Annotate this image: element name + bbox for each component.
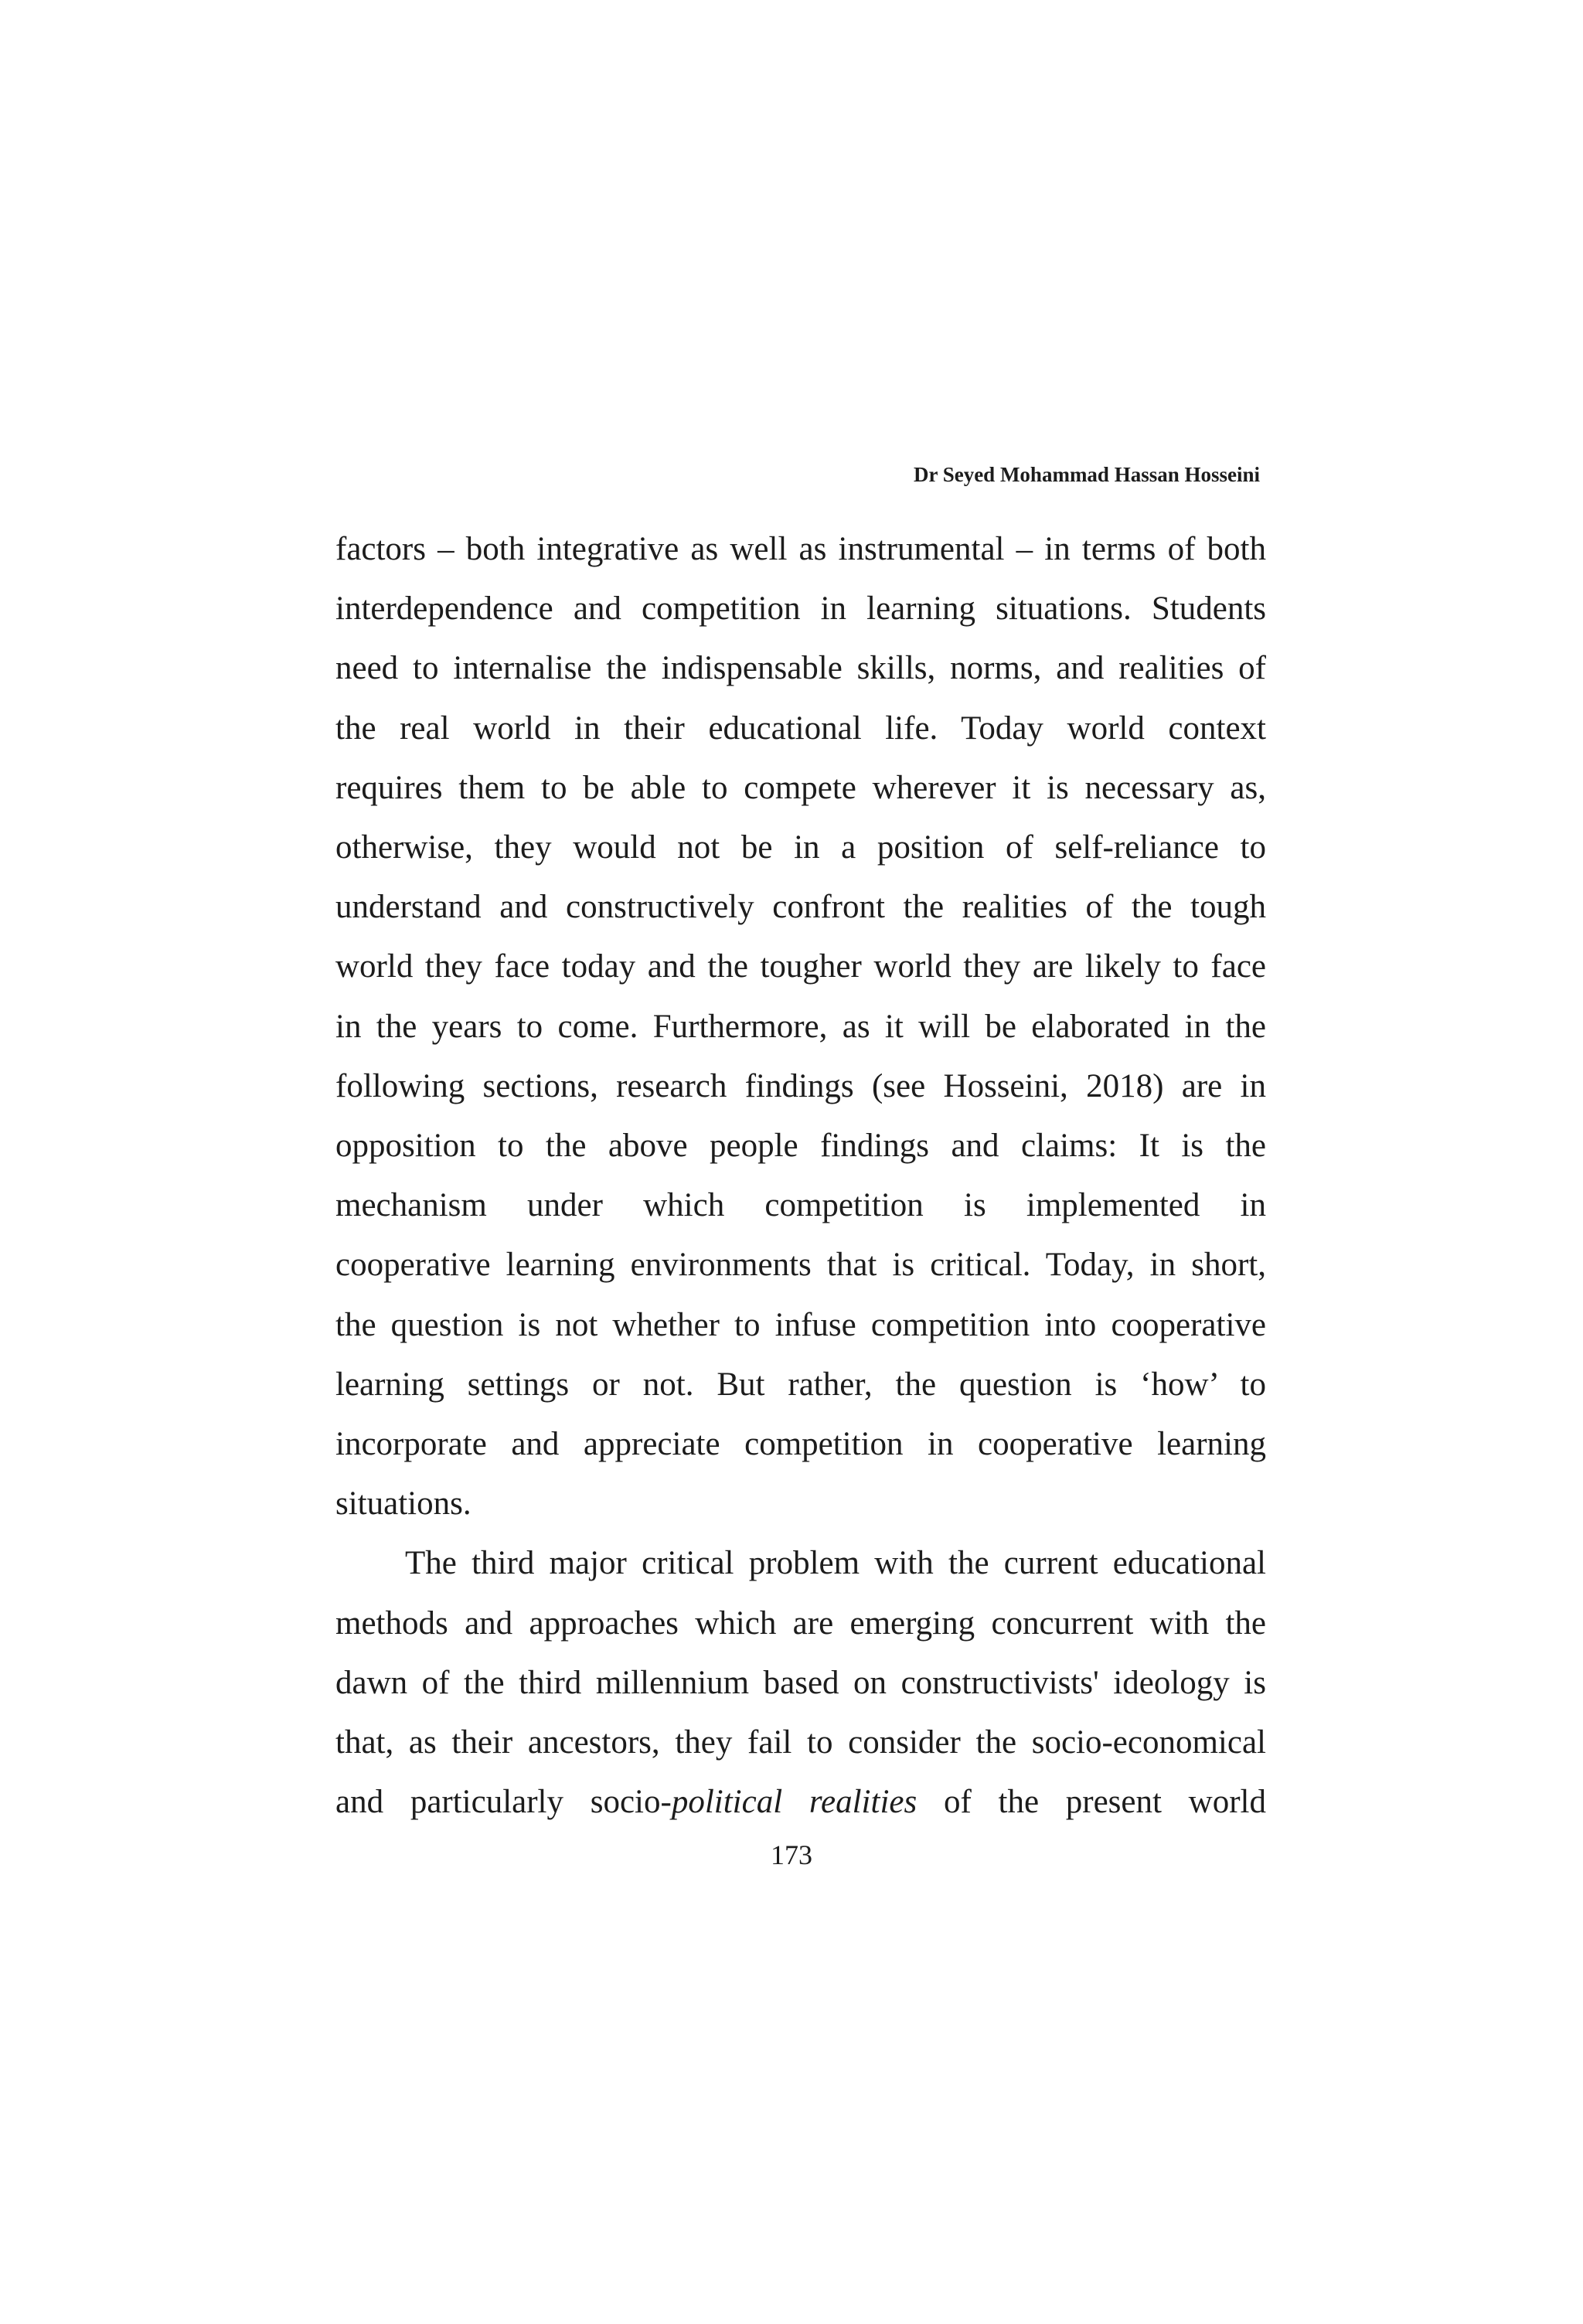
text-line: incorporate and appreciate competition in cooperative learning — [335, 1426, 1266, 1463]
text-line: world they face today and the tougher world they are likely to face — [335, 948, 1266, 985]
text-line: understand and constructively confront the realities of the tough — [335, 889, 1266, 926]
text-line: the question is not whether to infuse competition into cooperative — [335, 1306, 1266, 1343]
page-number: 173 — [771, 1839, 812, 1870]
body-text — [335, 519, 1266, 1832]
text-line: methods and approaches which are emerging concurrent with the — [335, 1604, 1266, 1642]
text-line: that, as their ancestors, they fail to consider the socio-economical — [335, 1724, 1266, 1761]
text-run: and particularly socio- — [335, 1784, 672, 1821]
text-line: opposition to the above people findings and claims: It is the — [335, 1128, 1266, 1165]
text-line: learning settings or not. But rather, the question is ‘how’ to — [335, 1366, 1266, 1403]
paragraph-2 — [335, 1533, 1266, 1832]
text-line: in the years to come. Furthermore, as it will be elaborated in the — [335, 1008, 1266, 1045]
text-line: following sections, research findings (see Hosseini, 2018) are in — [335, 1067, 1266, 1104]
text-line: mechanism under which competition is implemented in — [335, 1187, 1266, 1224]
text-line: The third major critical problem with the current educational — [405, 1545, 1266, 1582]
text-line: otherwise, they would not be in a position of self-reliance to — [335, 829, 1266, 866]
text-line: requires them to be able to compete wherever it is necessary as, — [335, 769, 1266, 806]
running-head-author: Dr Seyed Mohammad Hassan Hosseini — [913, 463, 1260, 486]
text-line: interdependence and competition in learning situations. Students — [335, 590, 1266, 628]
italic-emphasis: political realities — [671, 1784, 917, 1821]
text-line: need to internalise the indispensable skills, norms, and realities of — [335, 650, 1266, 687]
text-line: cooperative learning environments that is critical. Today, in short, — [335, 1247, 1266, 1284]
paragraph-1 — [335, 519, 1266, 1533]
text-line: situations. — [335, 1485, 471, 1523]
text-line-with-emphasis — [335, 1772, 1266, 1832]
text-line: the real world in their educational life. Today world context — [335, 709, 1266, 747]
text-run: of the present world — [917, 1784, 1266, 1821]
text-line: dawn of the third millennium based on constructivists' ideology is — [335, 1664, 1266, 1701]
text-line: factors – both integrative as well as instrumental – in terms of both — [335, 531, 1266, 567]
